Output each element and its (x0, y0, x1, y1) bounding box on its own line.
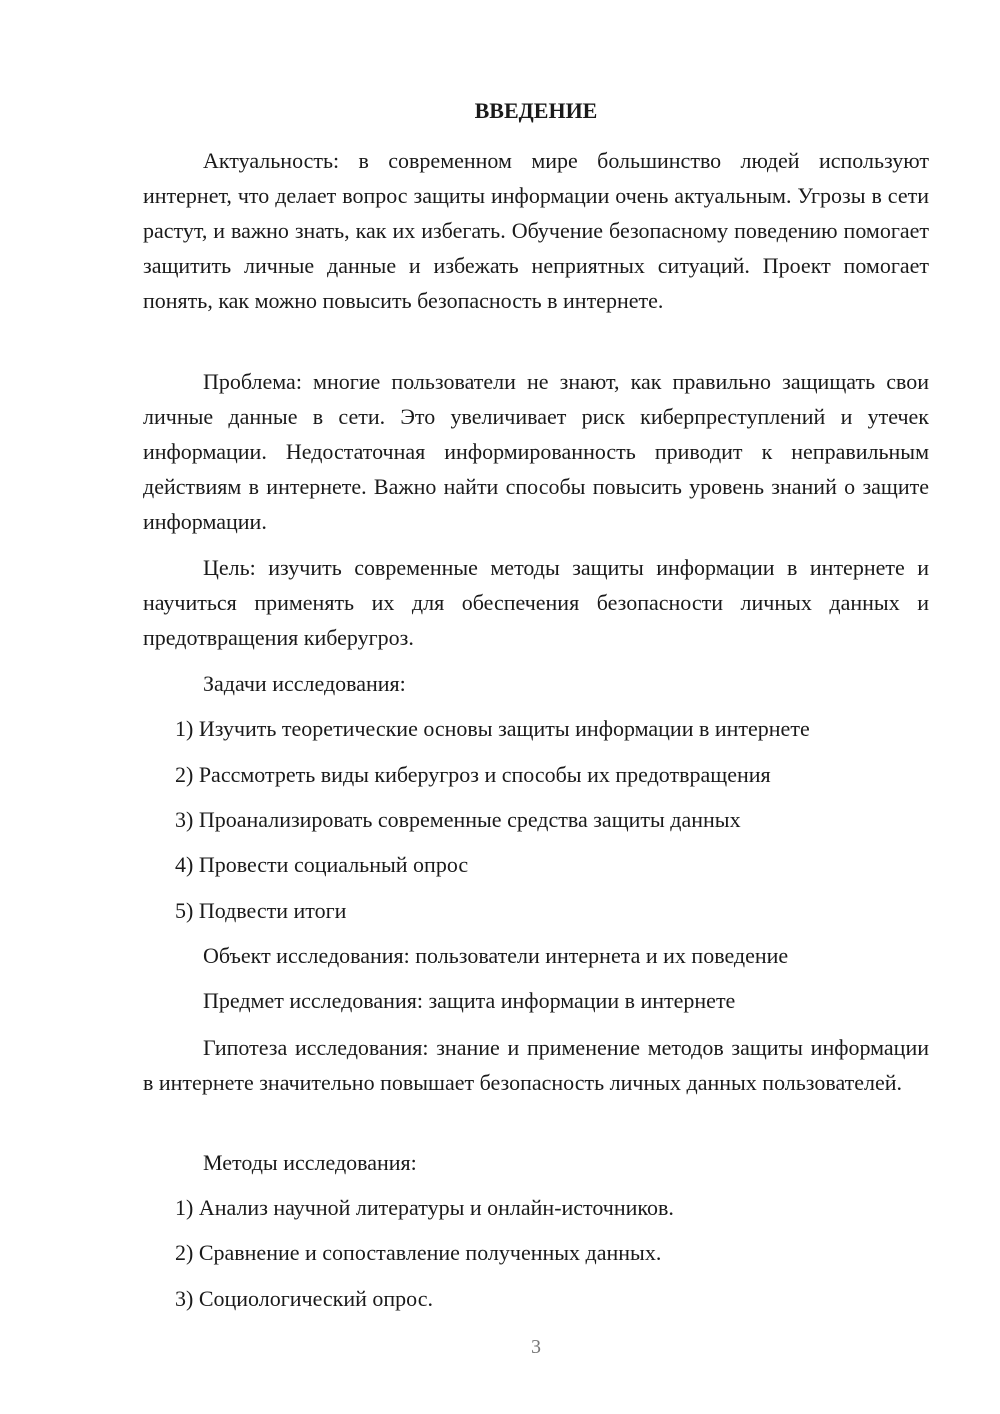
task-item: 1) Изучить теоретические основы защиты информации в интернете (175, 716, 810, 741)
task-item: 4) Провести социальный опрос (175, 852, 469, 877)
page-title: ВВЕДЕНИЕ (474, 98, 598, 123)
task-item: 3) Проанализировать современные средства защиты данных (175, 807, 741, 832)
relevance-paragraph: Актуальность: в современном мире большинство людей используют интернет, что делает вопрос защиты информации очень актуальным. Угрозы в сети растут, и важно знать, как их избегать. Обучение безопасному поведению помогает защитить личные данные и избежать неприятных ситуаций. Проект помогает понять, как можно повысить безопасность в интернете. (143, 148, 929, 313)
method-item: 2) Сравнение и сопоставление полученных данных. (175, 1240, 662, 1265)
method-item: 1) Анализ научной литературы и онлайн-источников. (175, 1195, 674, 1220)
hypothesis-paragraph: Гипотеза исследования: знание и применение методов защиты информации в интернете значительно повышает безопасность личных данных пользователей. (143, 1035, 929, 1095)
tasks-label: Задачи исследования: (203, 671, 406, 696)
research-object: Объект исследования: пользователи интернета и их поведение (203, 943, 789, 968)
page-number: 3 (531, 1336, 541, 1358)
research-subject: Предмет исследования: защита информации в интернете (203, 988, 736, 1013)
problem-paragraph: Проблема: многие пользователи не знают, как правильно защищать свои личные данные в сети. Это увеличивает риск киберпреступлений и утечек информации. Недостаточная информированность приводит к неправильным действиям в интернете. Важно найти способы повысить уровень знаний о защите информации. (143, 369, 929, 534)
task-item: 5) Подвести итоги (175, 898, 347, 923)
methods-label: Методы исследования: (203, 1150, 417, 1175)
task-item: 2) Рассмотреть виды киберугроз и способы их предотвращения (175, 762, 771, 787)
method-item: 3) Социологический опрос. (175, 1286, 433, 1311)
goal-paragraph: Цель: изучить современные методы защиты информации в интернете и научиться применять их для обеспечения безопасности личных данных и предотвращения киберугроз. (143, 555, 929, 650)
